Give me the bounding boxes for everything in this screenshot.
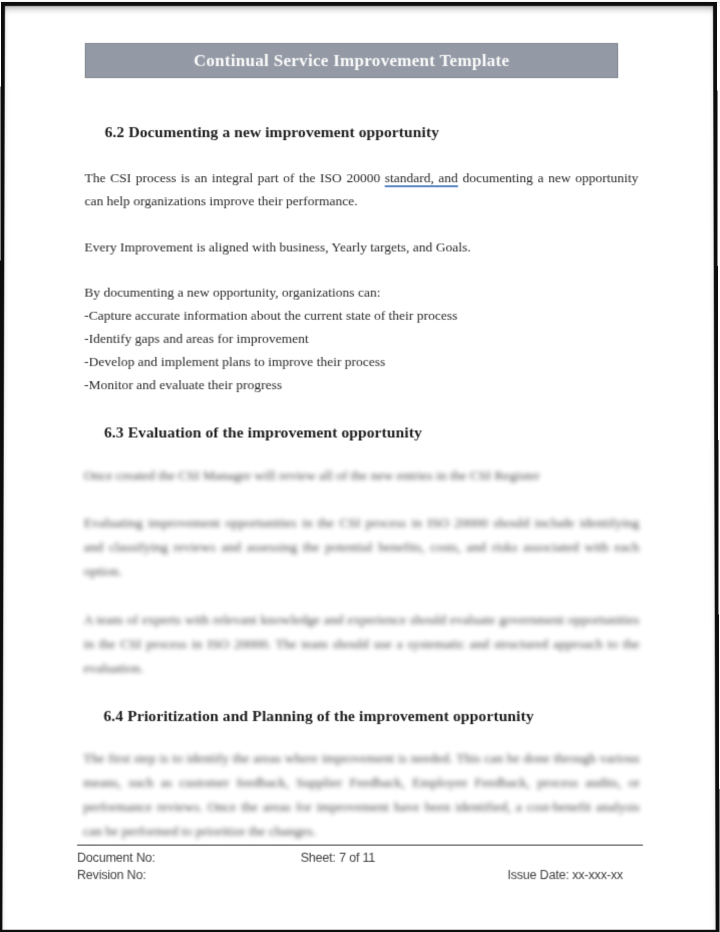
blurred-paragraph: Evaluating improvement opportunities in the CSI process in ISO 20000 should include identifying and classifying reviews and assessing the potential benefits, costs, and risks associated with each option. — [83, 515, 640, 579]
document-title: Continual Service Improvement Template — [193, 50, 510, 70]
paragraph-text: documenting a new opportunity can help organizations improve their performance. — [84, 170, 639, 209]
page-frame — [0, 2, 720, 932]
title-bar — [85, 43, 618, 78]
footer-row-2 — [77, 867, 643, 884]
blurred-paragraph: A team of experts with relevant knowledge and experience should evaluate government opportunities in the CSI process in ISO 20000. The team should use a systematic and structured approach to the evaluation. — [83, 611, 640, 676]
section-6-2 — [84, 123, 639, 396]
standard-link[interactable]: standard, and — [384, 170, 458, 186]
page-content — [83, 6, 640, 844]
section-6-2-list — [84, 281, 639, 397]
blurred-paragraph: Once created the CSI Manager will review all of the new entries in the CSI Register — [83, 467, 540, 483]
footer-row-1 — [77, 850, 643, 867]
list-item: -Monitor and evaluate their progress — [84, 377, 282, 393]
list-item: -Capture accurate information about the current state of their process — [84, 307, 458, 323]
footer-divider — [77, 845, 643, 846]
section-6-2-paragraph-1 — [85, 166, 639, 212]
issue-date-label: Issue Date: xx-xxx-xx — [507, 867, 623, 883]
section-6-2-paragraph-2: Every Improvement is aligned with business, Yearly targets, and Goals. — [84, 239, 471, 255]
footer-spacer — [397, 850, 643, 867]
paragraph-text: The CSI process is an integral part of the ISO 20000 — [84, 170, 385, 186]
blurred-paragraph: The first step is to identify the areas where improvement is needed. This can be done through various means, such as customer feedback, Supplier Feedback, Employee Feedback, process audits, or performance reviews. Once the areas for improvement have been identified, a cost-benefit analysis can be performed to prioritize the changes. — [83, 750, 640, 839]
section-6-2-heading: 6.2 Documenting a new improvement opportunity — [104, 124, 440, 142]
section-6-3-heading: 6.3 Evaluation of the improvement opportunity — [104, 424, 423, 442]
revision-no-label: Revision No: — [77, 867, 147, 883]
page-footer — [77, 845, 641, 885]
section-6-4 — [83, 707, 640, 844]
list-item: -Identify gaps and areas for improvement — [84, 330, 309, 346]
section-6-3 — [84, 423, 640, 680]
sheet-label: Sheet: 7 of 11 — [300, 850, 376, 865]
document-no-label: Document No: — [77, 850, 156, 865]
section-6-4-heading: 6.4 Prioritization and Planning of the improvement opportunity — [103, 707, 534, 726]
list-intro: By documenting a new opportunity, organizations can: — [84, 284, 381, 300]
list-item: -Develop and implement plans to improve their process — [84, 353, 386, 370]
